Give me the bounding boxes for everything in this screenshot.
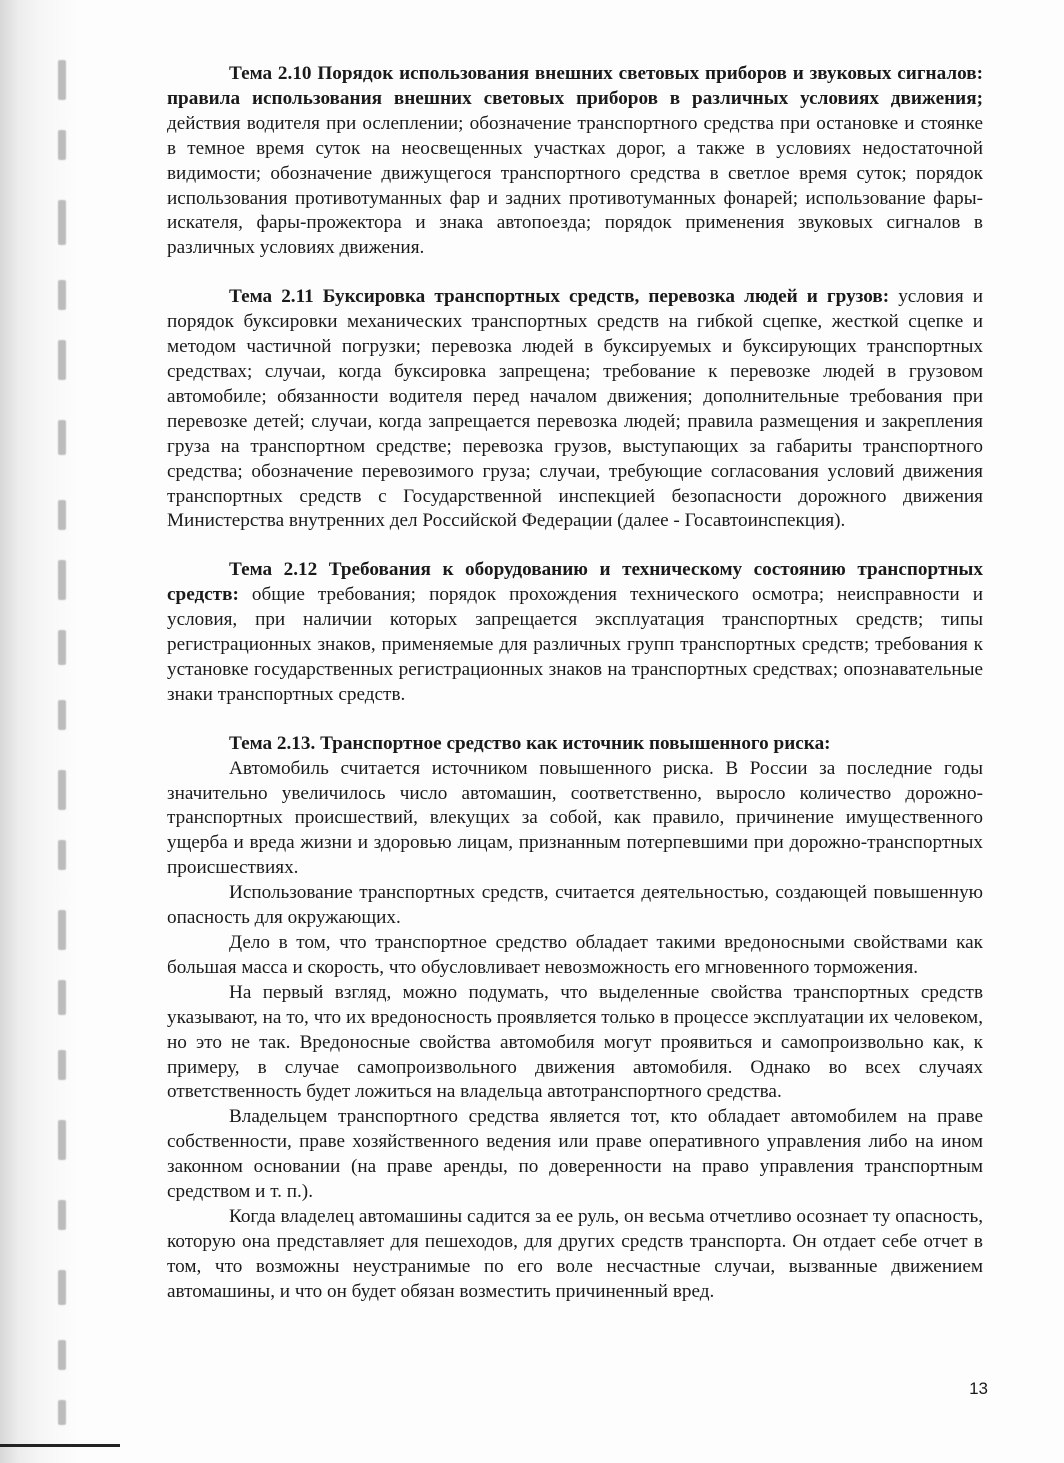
- binding-mark: [58, 770, 66, 810]
- section-gap: [167, 261, 983, 285]
- binding-mark: [58, 560, 66, 600]
- binding-mark: [58, 60, 66, 100]
- topic-2-13-paragraph: Использование транспортных средств, считается деятельностью, создающей повышенную опасность для окружающих.: [167, 882, 983, 929]
- binding-mark: [58, 980, 66, 1015]
- binding-mark: [58, 420, 66, 455]
- binding-mark: [58, 840, 66, 870]
- binding-mark: [58, 1270, 66, 1305]
- binding-mark: [58, 1340, 66, 1370]
- topic-2-11-title: Тема 2.11 Буксировка транспортных средств, перевозка людей и грузов:: [229, 286, 890, 308]
- binding-mark: [58, 1050, 66, 1080]
- topic-2-10-body: действия водителя при ослеплении; обозначение транспортного средства при остановке и стоянке в темное время суток на неосвещенных участках дорог, а также в условиях недостаточной видимости; обозначение движущегося транспортного средства в светлое время суток; порядок использования противотуманных фар и задних противотуманных фонарей; использование фары-искателя, фары-прожектора и знака автопоезда; порядок применения звуковых сигналов в различных условиях движения.: [167, 112, 983, 259]
- binding-mark: [58, 280, 66, 310]
- topic-2-10-paragraph: [167, 62, 983, 261]
- topic-2-12-paragraph: [167, 558, 983, 707]
- section-gap: [167, 534, 983, 558]
- document-body: [167, 62, 983, 1305]
- binding-mark: [58, 1400, 66, 1425]
- binding-mark: [58, 200, 66, 245]
- binding-mark: [58, 500, 66, 530]
- topic-2-13-paragraph: На первый взгляд, можно подумать, что выделенные свойства транспортных средств указывают, на то, что их вредоносность проявляется только в процессе эксплуатации их человеком, но это не так. Вредоносные свойства автомобиля могут проявиться и самопроизвольно как, к примеру, в случае самопроизвольного движения автомобиля. Однако во всех случаях ответственность будет ложиться на владельца автотранспортного средства.: [167, 981, 983, 1103]
- topic-2-13-paragraph: Дело в том, что транспортное средство обладает такими вредоносными свойствами как большая масса и скорость, что обусловливает невозможность его мгновенного торможения.: [167, 932, 983, 978]
- topic-2-12-title: Тема 2.12 Требования к оборудованию и техническому состоянию транспортных средств:: [167, 559, 983, 606]
- binding-mark: [58, 340, 66, 380]
- topic-2-13-paragraph: Когда владелец автомашины садится за ее руль, он весьма отчетливо осознает ту опасность, которую она представляет для пешеходов, для других средств транспорта. Он отдает себе отчет в том, что возможны неустранимые по его воле несчастные случаи, вызванные движением автомашины, и что он будет обязан возместить причиненный вред.: [167, 1205, 983, 1302]
- topic-2-13-paragraph: Автомобиль считается источником повышенного риска. В России за последние годы значительно увеличилось число автомашин, соответственно, выросло количество дорожно-транспортных происшествий, влекущих за собой, как правило, причинение имущественного ущерба и вреда жизни и здоровью лицам, признанным потерпевшими при дорожно-транспортных происшествиях.: [167, 757, 983, 879]
- page-number: 13: [969, 1379, 988, 1398]
- binding-mark: [58, 1120, 66, 1160]
- topic-2-11-body: условия и порядок буксировки механических транспортных средств на гибкой сцепке, жесткой сцепке и методом частичной погрузки; перевозка людей в буксируемых и буксирующих транспортных средствах; случаи, когда буксировка запрещена; требование к перевозке людей в грузовом автомобиле; обязанности водителя перед началом движения; дополнительные требования при перевозке детей; случаи, когда запрещается перевозка людей; правила размещения и закрепления груза на транспортном средстве; перевозка грузов, выступающих за габариты транспортного средства; обозначение перевозимого груза; случаи, требующие согласования условий движения транспортных средств с Государственной инспекцией безопасности дорожного движения Министерства внутренних дел Российской Федерации (далее - Госавтоинспекция).: [167, 286, 983, 532]
- scan-binding-shadow: [0, 0, 78, 1463]
- topic-2-13-title: Тема 2.13. Транспортное средство как источник повышенного риска:: [229, 732, 831, 754]
- topic-2-10-title: Тема 2.10 Порядок использования внешних световых приборов и звуковых сигналов: правила использования внешних световых приборов в различных условиях движения;: [167, 63, 983, 109]
- binding-mark: [58, 910, 66, 950]
- binding-mark: [58, 630, 66, 665]
- topic-2-13-paragraph: Владельцем транспортного средства является тот, кто обладает автомобилем на праве собственности, праве хозяйственного ведения или праве оперативного управления либо на ином законном основании (на праве аренды, по доверенности на право управления транспортным средством и т. п.).: [167, 1106, 983, 1203]
- binding-mark: [58, 700, 66, 730]
- topic-2-11-paragraph: [167, 285, 983, 534]
- binding-mark: [58, 130, 66, 160]
- scan-edge-line: [0, 1444, 120, 1447]
- binding-mark: [58, 1200, 66, 1230]
- topic-2-12-body: общие требования; порядок прохождения технического осмотра; неисправности и условия, при наличии которых запрещается эксплуатация транспортных средств; типы регистрационных знаков, применяемые для различных групп транспортных средств; требования к установке государственных регистрационных знаков на транспортных средствах; опознавательные знаки транспортных средств.: [167, 584, 983, 705]
- section-gap: [167, 708, 983, 732]
